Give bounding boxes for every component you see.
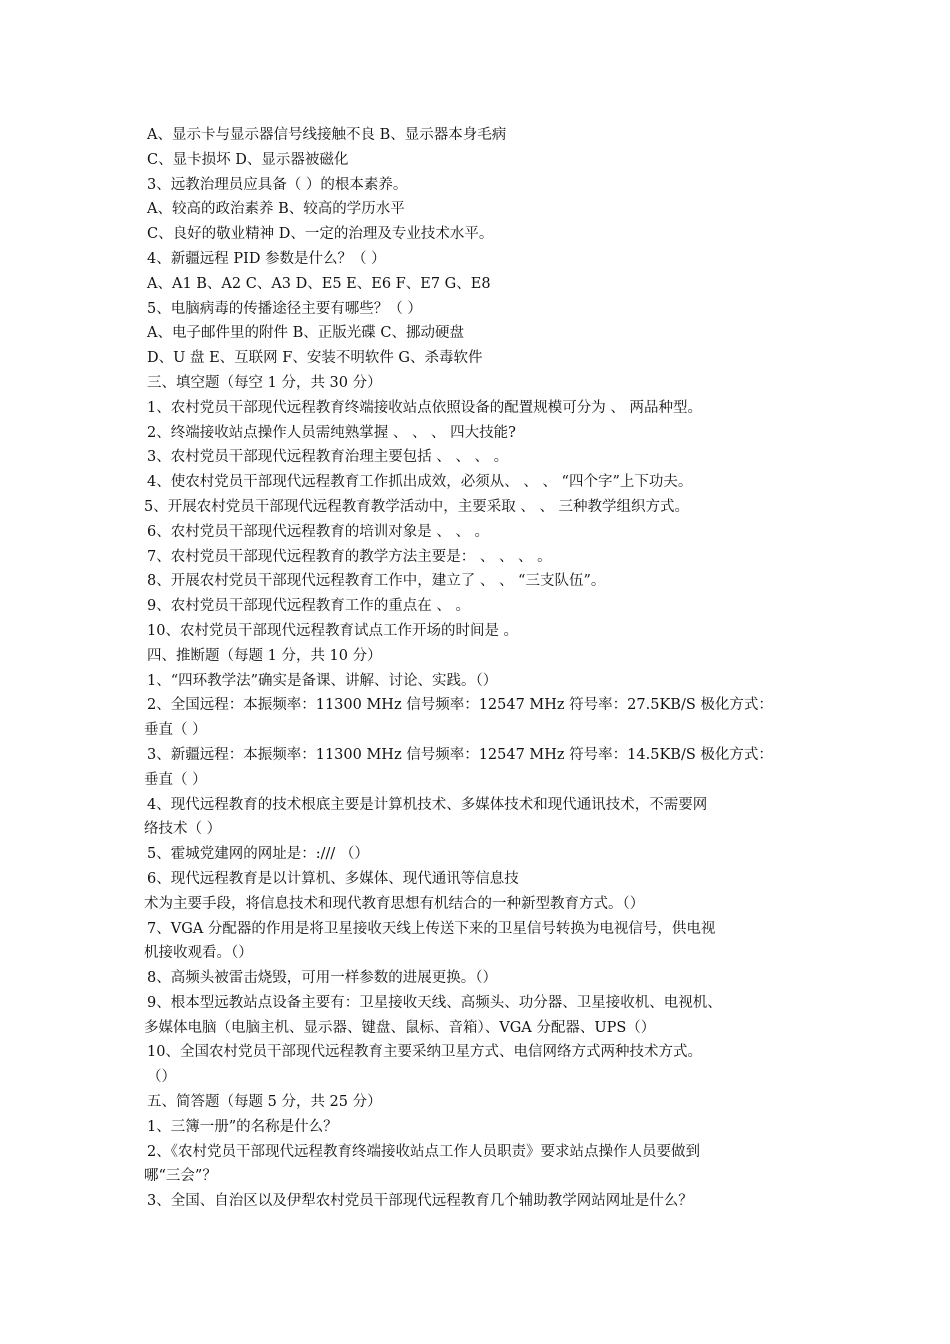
text-line: 3、新疆远程：本振频率：11300 MHz 信号频率：12547 MHz 符号率：14.5KB/S 极化方式： (147, 746, 773, 763)
text-line: 8、开展农村党员干部现代远程教育工作中，建立了 、 、 “三支队伍”。 (147, 573, 606, 590)
text-line: D、U 盘 E、互联网 F、安装不明软件 G、杀毒软件 (147, 350, 483, 367)
section-heading: 四、推断题（每题 1 分，共 10 分） (147, 647, 382, 664)
text-line: 4、使农村党员干部现代远程教育工作抓出成效，必须从、 、 、 “四个字”上下功夫。 (147, 474, 693, 491)
text-line: 3、全国、自治区以及伊犁农村党员干部现代远程教育几个辅助教学网站网址是什么？ (147, 1193, 693, 1210)
text-line: A、电子邮件里的附件 B、正版光碟 C、挪动硬盘 (147, 325, 464, 342)
text-line: 哪“三会”？ (144, 1168, 217, 1185)
text-line: 6、农村党员干部现代远程教育的培训对象是 、 、 。 (147, 523, 490, 540)
text-line: 8、高频头被雷击烧毁，可用一样参数的进展更换。（） (147, 970, 497, 987)
text-line: 10、农村党员干部现代远程教育试点工作开场的时间是 。 (147, 622, 519, 639)
text-line: 7、农村党员干部现代远程教育的教学方法主要是： 、 、 、 。 (147, 548, 552, 565)
text-line: 2、《农村党员干部现代远程教育终端接收站点工作人员职责》要求站点操作人员要做到 (147, 1143, 700, 1160)
text-line: 6、现代远程教育是以计算机、多媒体、现代通讯等信息技 (147, 870, 519, 887)
text-line: 5、霍城党建网的网址是：:/// （） (147, 846, 369, 863)
text-line: 9、农村党员干部现代远程教育工作的重点在 、 。 (147, 598, 470, 615)
text-line: 5、开展农村党员干部现代远程教育教学活动中，主要采取 、 、 三种教学组织方式。 (144, 498, 690, 515)
text-line: 络技术（ ） (144, 821, 222, 838)
text-line: 3、远教治理员应具备（ ）的根本素养。 (147, 176, 408, 193)
text-line: 7、VGA 分配器的作用是将卫星接收天线上传送下来的卫星信号转换为电视信号，供电视 (147, 920, 716, 937)
text-line: A、A1 B、A2 C、A3 D、E5 E、E6 F、E7 G、E8 (147, 275, 491, 292)
text-line: 1、“四环教学法”确实是备课、讲解、讨论、实践。（） (147, 672, 498, 689)
document-page (144, 123, 824, 1214)
text-line: 4、现代远程教育的技术根底主要是计算机技术、多媒体技术和现代通讯技术，不需要网 (147, 796, 708, 813)
text-line: 垂直（ ） (144, 771, 207, 788)
text-line: A、显示卡与显示器信号线接触不良 B、显示器本身毛病 (147, 127, 507, 143)
text-line: 2、终端接收站点操作人员需纯熟掌握 、 、 、 四大技能? (147, 424, 516, 441)
text-line: 3、农村党员干部现代远程教育治理主要包括 、 、 、 。 (147, 449, 509, 466)
text-line: C、良好的敬业精神 D、一定的治理及专业技术水平。 (147, 226, 494, 243)
text-line: 9、根本型远教站点设备主要有：卫星接收天线、高频头、功分器、卫星接收机、电视机、 (147, 994, 722, 1011)
text-line: 多媒体电脑（电脑主机、显示器、键盘、鼠标、音箱）、VGA 分配器、UPS（） (144, 1019, 656, 1036)
text-line: 术为主要手段，将信息技术和现代教育思想有机结合的一种新型教育方式。（） (144, 895, 645, 912)
text-line: 4、新疆远程 PID 参数是什么？（ ） (147, 250, 386, 267)
section-heading: 三、填空题（每空 1 分，共 30 分） (147, 374, 382, 391)
text-line: A、较高的政治素养 B、较高的学历水平 (147, 201, 405, 218)
text-line: 机接收观看。（） (144, 945, 253, 962)
text-line: 1、农村党员干部现代远程教育终端接收站点依照设备的配置规模可分为 、 两品种型。 (147, 399, 702, 416)
section-heading: 五、简答题（每题 5 分，共 25 分） (147, 1094, 382, 1111)
text-line: 10、全国农村党员干部现代远程教育主要采纳卫星方式、电信网络方式两种技术方式。 (147, 1044, 702, 1061)
text-line: 2、全国远程：本振频率：11300 MHz 信号频率：12547 MHz 符号率：27.5KB/S 极化方式： (147, 697, 773, 714)
text-line: C、显卡损坏 D、显示器被磁化 (147, 151, 349, 168)
text-line: 1、三簿一册”的名称是什么？ (147, 1118, 338, 1135)
text-line: （） (147, 1069, 176, 1086)
text-line: 垂直（ ） (144, 722, 207, 739)
text-line: 5、电脑病毒的传播途径主要有哪些？（ ） (147, 300, 422, 317)
